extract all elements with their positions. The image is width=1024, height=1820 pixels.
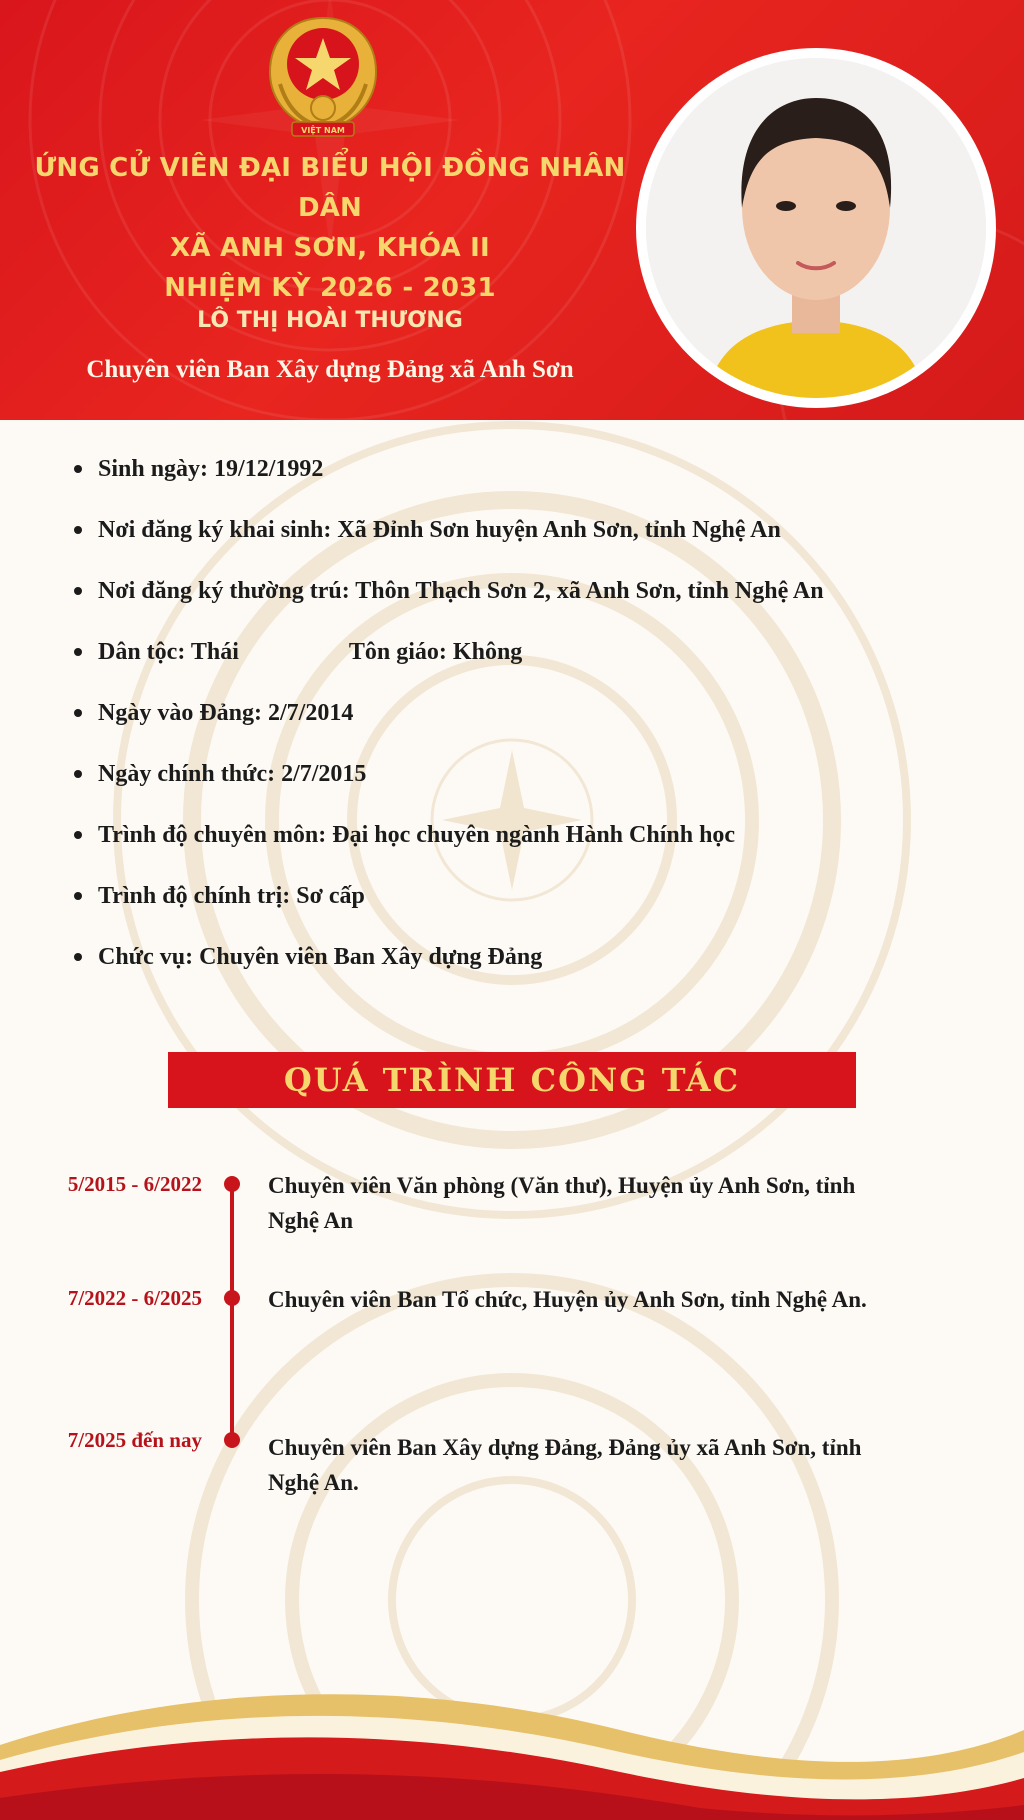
national-emblem-icon <box>262 14 384 142</box>
candidate-photo <box>646 58 986 398</box>
info-residence: Nơi đăng ký thường trú: Thôn Thạch Sơn 2, xã Anh Sơn, tỉnh Nghệ An <box>72 574 824 635</box>
timeline-date: 5/2015 - 6/2022 <box>67 1172 202 1196</box>
info-birth-date: Sinh ngày: 19/12/1992 <box>72 452 824 513</box>
timeline-dot <box>224 1290 240 1306</box>
work-history-title: QUÁ TRÌNH CÔNG TÁC <box>283 1061 741 1099</box>
info-party-join-date: Ngày vào Đảng: 2/7/2014 <box>72 696 824 757</box>
info-education: Trình độ chuyên môn: Đại học chuyên ngành Hành Chính học <box>72 818 824 879</box>
timeline-description-line: Nghệ An. <box>268 1470 359 1495</box>
timeline-description-line: Chuyên viên Văn phòng (Văn thư), Huyện ủy Anh Sơn, tỉnh <box>268 1173 856 1198</box>
timeline-date: 7/2022 - 6/2025 <box>67 1286 202 1310</box>
header-banner <box>0 0 1024 420</box>
timeline-line <box>230 1184 234 1438</box>
emblem-text: VIỆT NAM <box>301 126 345 135</box>
timeline-description <box>268 1168 948 1238</box>
info-party-official-date: Ngày chính thức: 2/7/2015 <box>72 757 824 818</box>
info-religion: Tôn giáo: Không <box>348 639 523 665</box>
info-position: Chức vụ: Chuyên viên Ban Xây dựng Đảng <box>72 940 824 1001</box>
title-line-2: XÃ ANH SƠN, KHÓA II <box>170 233 490 263</box>
timeline-description-line: Nghệ An <box>268 1208 353 1233</box>
timeline-description-line: Chuyên viên Ban Xây dựng Đảng, Đảng ủy xã Anh Sơn, tỉnh <box>268 1435 862 1460</box>
timeline-description-line: Chuyên viên Ban Tổ chức, Huyện ủy Anh Sơn, tỉnh Nghệ An. <box>268 1287 867 1312</box>
election-title <box>30 148 630 308</box>
footer-wave-decoration <box>0 1660 1024 1820</box>
title-line-3: NHIỆM KỲ 2026 - 2031 <box>164 273 496 303</box>
timeline-dot <box>224 1176 240 1192</box>
timeline-description <box>268 1282 948 1317</box>
info-political-level: Trình độ chính trị: Sơ cấp <box>72 879 824 940</box>
candidate-name: LÔ THỊ HOÀI THƯƠNG <box>197 308 463 333</box>
info-ethnicity-religion <box>72 635 824 696</box>
info-birth-place: Nơi đăng ký khai sinh: Xã Đỉnh Sơn huyện Anh Sơn, tỉnh Nghệ An <box>72 513 824 574</box>
timeline-dot <box>224 1432 240 1448</box>
candidate-role: Chuyên viên Ban Xây dựng Đảng xã Anh Sơn <box>86 356 574 383</box>
timeline-description <box>268 1430 948 1500</box>
timeline-date: 7/2025 đến nay <box>67 1428 202 1452</box>
title-line-1: ỨNG CỬ VIÊN ĐẠI BIỂU HỘI ĐỒNG NHÂN DÂN <box>34 153 626 223</box>
candidate-info-list <box>72 452 824 1001</box>
info-ethnicity: Dân tộc: Thái <box>98 639 239 665</box>
work-history-header <box>168 1052 856 1108</box>
